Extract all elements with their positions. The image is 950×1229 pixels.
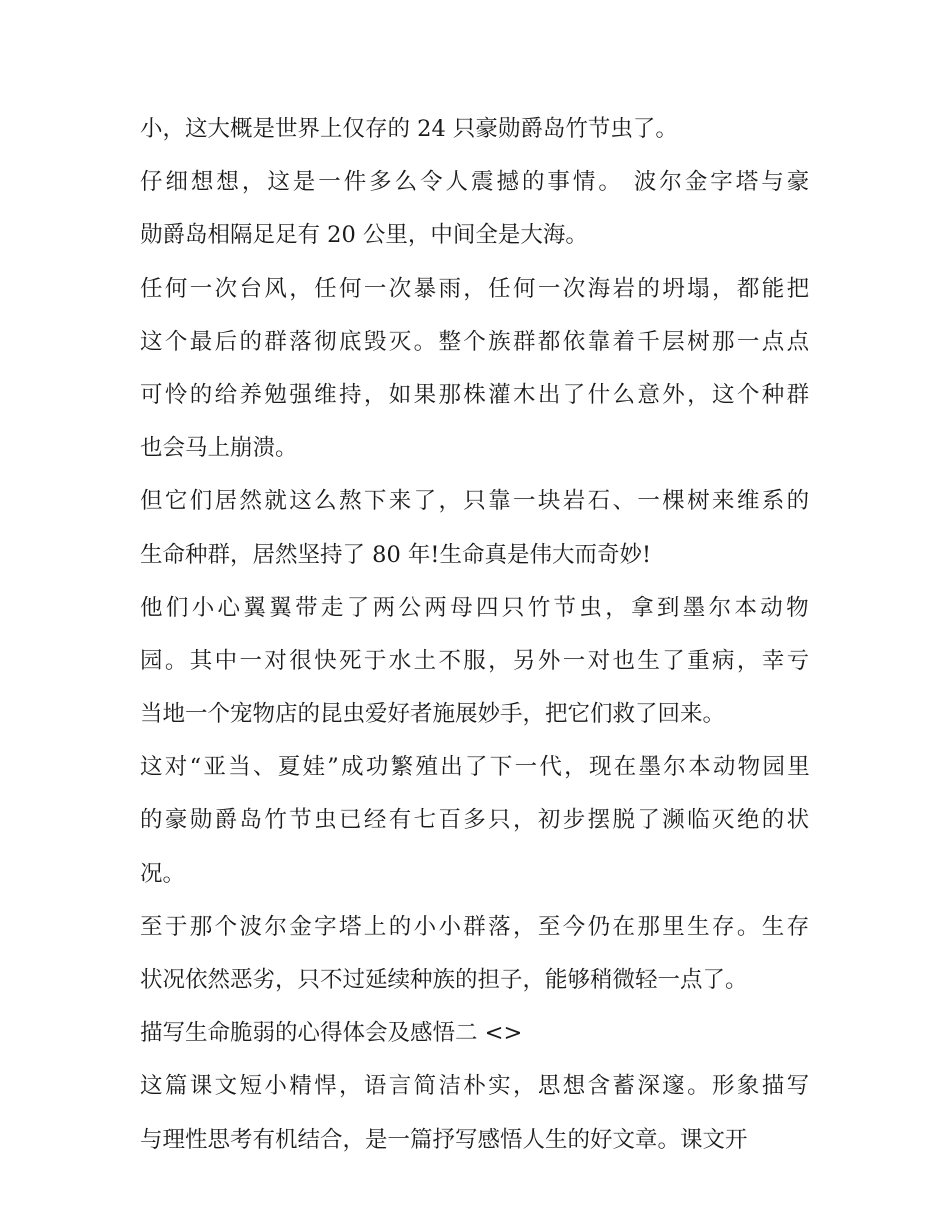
text-line: 这个最后的群落彻底毁灭。整个族群都依靠着千层树那一点点: [140, 328, 812, 355]
text-line: 描写生命脆弱的心得体会及感悟二 <>: [140, 1020, 523, 1047]
text-line: 至于那个波尔金字塔上的小小群落，至今仍在那里生存。生存: [140, 913, 812, 940]
text-line: 状况依然恶劣，只不过延续种族的担子，能够稍微轻一点了。: [140, 967, 748, 993]
text-line: 但它们居然就这么熬下来了，只靠一块岩石、一棵树来维系的: [140, 488, 812, 515]
text-line: 也会马上崩溃。: [140, 435, 298, 462]
paragraph: [140, 103, 812, 156]
text-line: 与理性思考有机结合，是一篇抒写感悟人生的好文章。课文开: [140, 1126, 748, 1153]
document-body: [140, 103, 812, 1167]
text-line: 的豪勋爵岛竹节虫已经有七百多只，初步摆脱了濒临灭绝的状: [140, 807, 812, 834]
paragraph: [140, 1060, 812, 1166]
text-line: 园。其中一对很快死于水土不服，另外一对也生了重病，幸亏: [140, 647, 812, 674]
paragraph: [140, 582, 812, 742]
text-line: 生命种群，居然坚持了 80 年!生命真是伟大而奇妙!: [140, 541, 652, 568]
text-line: 仔细想想，这是一件多么令人震撼的事情。 波尔金字塔与豪: [140, 169, 812, 196]
paragraph: [140, 741, 812, 901]
text-line: 任何一次台风，任何一次暴雨，任何一次海岩的坍塌，都能把: [140, 275, 812, 302]
text-line: 可怜的给养勉强维持，如果那株灌木出了什么意外，这个种群: [140, 381, 812, 408]
text-line: 他们小心翼翼带走了两公两母四只竹节虫，拿到墨尔本动物: [140, 594, 812, 621]
paragraph: [140, 263, 812, 476]
text-line: 况。: [140, 860, 186, 887]
paragraph: [140, 901, 812, 1007]
paragraph: [140, 1007, 812, 1060]
text-line: 勋爵岛相隔足足有 20 公里，中间全是大海。: [140, 222, 588, 249]
paragraph: [140, 156, 812, 262]
text-line: 这篇课文短小精悍，语言简洁朴实，思想含蓄深邃。形象描写: [140, 1073, 812, 1100]
text-line: 当地一个宠物店的昆虫爱好者施展妙手，把它们救了回来。: [140, 701, 726, 728]
text-line: 这对“亚当、夏娃”成功繁殖出了下一代，现在墨尔本动物园里: [140, 754, 812, 781]
text-line: 小，这大概是世界上仅存的 24 只豪勋爵岛竹节虫了。: [140, 116, 678, 142]
paragraph: [140, 475, 812, 581]
